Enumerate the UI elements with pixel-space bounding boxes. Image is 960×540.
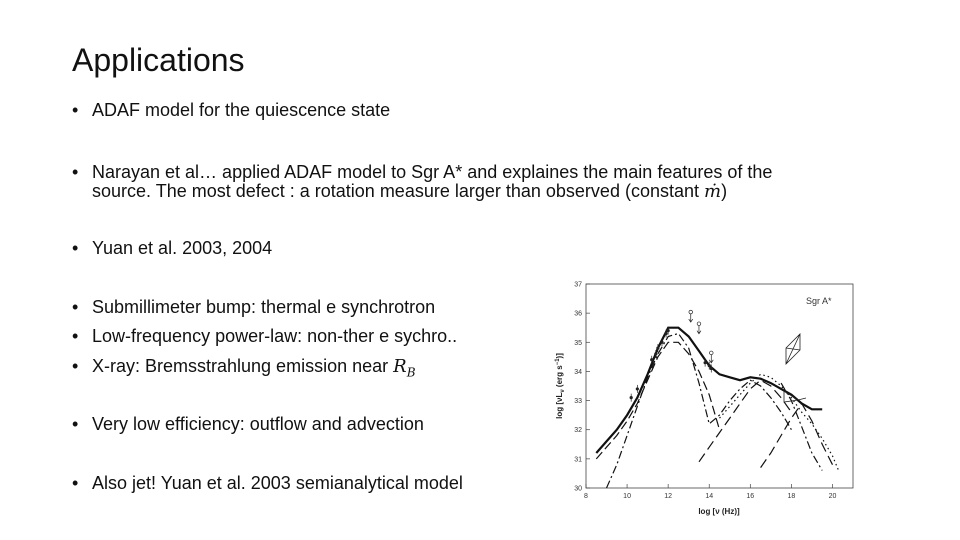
data-point <box>667 329 670 332</box>
bullet-text: Very low efficiency: outflow and advection <box>92 414 424 434</box>
x-tick-label: 14 <box>705 493 714 500</box>
y-axis-label-end: )] <box>555 353 564 359</box>
bullet-text: ADAF model for the quiescence state <box>92 100 391 120</box>
bullet-marker: • <box>72 238 79 258</box>
x-tick-label: 8 <box>584 493 588 500</box>
slide-title: Applications <box>72 42 245 78</box>
rb-symbol <box>393 356 416 380</box>
upper-limit-point <box>709 351 713 355</box>
bowtie-upper <box>786 334 800 364</box>
bullet-marker: • <box>72 356 79 376</box>
bullet-text: Submillimeter bump: thermal e synchrotron <box>92 297 436 317</box>
data-point <box>665 332 668 335</box>
y-tick-label: 31 <box>574 456 582 464</box>
rb-symbol-b: B <box>406 365 416 380</box>
x-axis-label: log [ν (Hz)] <box>698 507 740 516</box>
bullet-marker: • <box>72 473 79 493</box>
data-point <box>710 367 713 370</box>
y-axis-label-main: log [νL <box>555 392 564 419</box>
y-axis-label-tail: (erg s <box>555 365 564 390</box>
plot-frame <box>586 284 853 488</box>
data-point <box>636 387 639 390</box>
data-point <box>654 352 657 355</box>
x-tick-label: 16 <box>746 493 755 500</box>
chart-annotation: Sgr A* <box>806 296 832 306</box>
y-tick-label: 35 <box>574 339 582 347</box>
y-axis-label-sub: ν <box>560 389 566 393</box>
bullet-text <box>92 356 416 383</box>
x-tick-label: 20 <box>828 493 837 500</box>
y-tick-label: 36 <box>574 310 582 318</box>
model-curve-dashdot <box>607 334 792 489</box>
bullet-text-line2 <box>92 181 727 202</box>
bullet-text: Yuan et al. 2003, 2004 <box>92 238 273 258</box>
model-curve-dashdot2 <box>781 383 822 470</box>
data-point <box>656 347 659 350</box>
model-curves <box>596 328 838 488</box>
sed-figure <box>548 276 858 520</box>
bullet-marker: • <box>72 100 79 120</box>
bullet-text: Low-frequency power-law: non-ther e sychro.. <box>92 326 458 346</box>
upper-limit-point <box>689 310 693 314</box>
y-tick-label: 34 <box>574 368 582 376</box>
rb-symbol-r: R <box>393 356 407 377</box>
bullet-text-main: X-ray: Bremsstrahlung emission near <box>92 356 394 376</box>
y-tick-label: 30 <box>574 485 582 493</box>
bullet-marker: • <box>72 326 79 346</box>
x-tick-label: 12 <box>664 493 673 500</box>
model-curve-solid <box>596 328 822 453</box>
model-curve-dashed <box>596 342 719 459</box>
sed-chart <box>548 276 858 520</box>
data-point <box>704 361 707 364</box>
bullet-text-line2-tail: ) <box>721 181 728 201</box>
y-axis-label-sup: −1 <box>555 358 561 366</box>
data-point <box>708 364 711 367</box>
data-point <box>660 341 663 344</box>
y-axis-label <box>555 353 566 419</box>
bullet-marker: • <box>72 162 79 182</box>
y-tick-label: 32 <box>574 427 582 435</box>
x-tick-label: 18 <box>787 493 796 500</box>
y-tick-label: 37 <box>574 281 582 289</box>
bullet-text-line2-main: source. The most defect : a rotation measure larger than observed (constant <box>92 181 704 201</box>
bullet-marker: • <box>72 297 79 317</box>
mdot-symbol: ṁ <box>704 181 722 202</box>
upper-limit-arrow <box>709 355 713 363</box>
upper-limit-arrow <box>697 326 701 334</box>
x-tick-label: 10 <box>623 493 631 500</box>
bullet-text: Also jet! Yuan et al. 2003 semianalytical model <box>92 473 463 493</box>
y-tick-label: 33 <box>574 398 582 406</box>
data-point <box>630 396 633 399</box>
upper-limit-point <box>697 322 701 326</box>
bullet-text: Narayan et al… applied ADAF model to Sgr A* and explaines the main features of the <box>92 162 773 182</box>
data-point <box>650 358 653 361</box>
bullet-marker: • <box>72 414 79 434</box>
upper-limit-arrow <box>689 314 693 322</box>
axis-ticks <box>574 282 836 501</box>
